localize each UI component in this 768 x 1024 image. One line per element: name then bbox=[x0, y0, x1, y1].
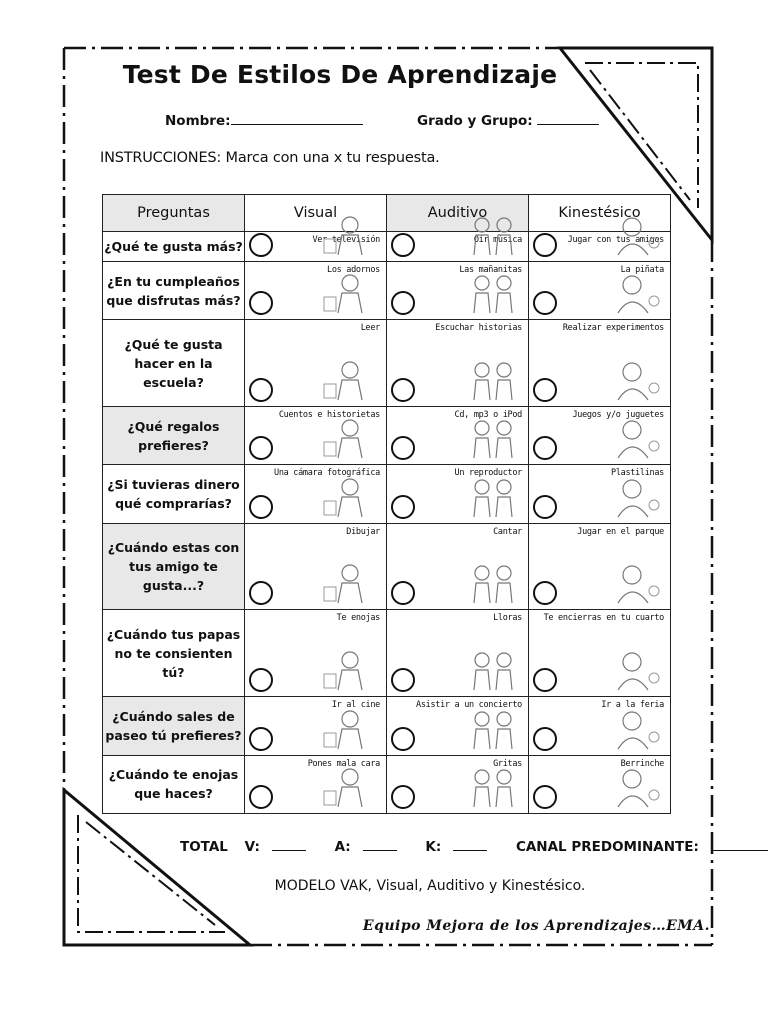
option-visual bbox=[245, 232, 387, 262]
option-kinestesico bbox=[529, 610, 671, 697]
illustration-icon bbox=[462, 416, 520, 460]
option-kinestesico bbox=[529, 523, 671, 610]
answer-circle[interactable] bbox=[533, 668, 557, 692]
illustration-icon bbox=[462, 648, 520, 692]
illustration-icon bbox=[320, 561, 378, 605]
header-kinestesico: Kinestésico bbox=[529, 195, 671, 232]
option-label: Pones mala cara bbox=[307, 758, 380, 769]
illustration-icon bbox=[462, 271, 520, 315]
option-label: Asistir a un concierto bbox=[416, 700, 522, 711]
option-visual bbox=[245, 755, 387, 813]
illustration-icon bbox=[462, 561, 520, 605]
answer-circle[interactable] bbox=[249, 668, 273, 692]
total-v[interactable]: V: bbox=[245, 839, 318, 855]
option-label: Juegos y/o juguetes bbox=[572, 410, 664, 421]
illustration-icon bbox=[320, 271, 378, 315]
name-field[interactable] bbox=[165, 112, 363, 129]
table-row bbox=[103, 523, 671, 610]
illustration-icon bbox=[462, 765, 520, 809]
question-cell: ¿Cuándo tus papas no te consienten tú? bbox=[103, 610, 245, 697]
illustration-icon bbox=[320, 765, 378, 809]
answer-circle[interactable] bbox=[533, 495, 557, 519]
signature: Equipo Mejora de los Aprendizajes…EMA. bbox=[362, 918, 710, 934]
table-row bbox=[103, 320, 671, 407]
illustration-icon bbox=[604, 765, 662, 809]
question-cell: ¿Si tuvieras dinero qué comprarías? bbox=[103, 465, 245, 523]
name-line[interactable] bbox=[231, 112, 363, 125]
answer-circle[interactable] bbox=[249, 581, 273, 605]
answer-circle[interactable] bbox=[249, 436, 273, 460]
illustration-icon bbox=[320, 707, 378, 751]
option-visual bbox=[245, 407, 387, 465]
option-label: Lloras bbox=[493, 613, 522, 624]
illustration-icon bbox=[604, 561, 662, 605]
answer-circle[interactable] bbox=[533, 581, 557, 605]
answer-circle[interactable] bbox=[533, 785, 557, 809]
option-label: Escuchar historias bbox=[435, 323, 522, 334]
option-auditivo bbox=[387, 697, 529, 755]
answer-circle[interactable] bbox=[391, 581, 415, 605]
model-text: MODELO VAK, Visual, Auditivo y Kinestésico. bbox=[274, 878, 586, 894]
answer-circle[interactable] bbox=[533, 291, 557, 315]
option-kinestesico bbox=[529, 261, 671, 319]
answer-circle[interactable] bbox=[249, 785, 273, 809]
option-auditivo bbox=[387, 261, 529, 319]
option-label: Realizar experimentos bbox=[562, 323, 664, 334]
total-k[interactable]: K: bbox=[425, 839, 499, 855]
group-label: Grado y Grupo: bbox=[417, 113, 533, 129]
option-kinestesico bbox=[529, 232, 671, 262]
answer-circle[interactable] bbox=[249, 727, 273, 751]
illustration-icon bbox=[604, 707, 662, 751]
option-label: Dibujar bbox=[346, 526, 380, 537]
illustration-icon bbox=[604, 475, 662, 519]
answer-circle[interactable] bbox=[533, 233, 557, 257]
totals-row bbox=[180, 839, 768, 855]
question-cell: ¿Qué regalos prefieres? bbox=[103, 407, 245, 465]
option-auditivo bbox=[387, 320, 529, 407]
option-kinestesico bbox=[529, 465, 671, 523]
answer-circle[interactable] bbox=[391, 378, 415, 402]
answer-circle[interactable] bbox=[249, 291, 273, 315]
illustration-icon bbox=[320, 648, 378, 692]
option-kinestesico bbox=[529, 697, 671, 755]
option-visual bbox=[245, 261, 387, 319]
total-label: TOTAL bbox=[180, 839, 228, 855]
option-kinestesico bbox=[529, 407, 671, 465]
page-title: Test De Estilos De Aprendizaje bbox=[122, 60, 558, 89]
option-label: Ir a la feria bbox=[601, 700, 664, 711]
option-label: Cantar bbox=[493, 526, 522, 537]
question-cell: ¿Qué te gusta más? bbox=[103, 232, 245, 262]
option-label: Te enojas bbox=[336, 613, 380, 624]
illustration-icon bbox=[462, 358, 520, 402]
table-row bbox=[103, 407, 671, 465]
answer-circle[interactable] bbox=[391, 668, 415, 692]
question-cell: ¿Cuándo sales de paseo tú prefieres? bbox=[103, 697, 245, 755]
illustration-icon bbox=[604, 416, 662, 460]
table-row bbox=[103, 232, 671, 262]
table-row bbox=[103, 755, 671, 813]
answer-circle[interactable] bbox=[391, 291, 415, 315]
option-label: Una cámara fotográfica bbox=[274, 468, 380, 479]
option-label: Plastilinas bbox=[611, 468, 664, 479]
illustration-icon bbox=[462, 707, 520, 751]
question-cell: ¿Qué te gusta hacer en la escuela? bbox=[103, 320, 245, 407]
canal-predominante[interactable]: CANAL PREDOMINANTE: bbox=[516, 839, 768, 855]
option-label: Jugar en el parque bbox=[577, 526, 664, 537]
name-label: Nombre: bbox=[165, 113, 231, 129]
option-visual bbox=[245, 320, 387, 407]
option-auditivo bbox=[387, 523, 529, 610]
illustration-icon bbox=[320, 358, 378, 402]
header-row bbox=[103, 195, 671, 232]
option-label: Ir al cine bbox=[331, 700, 380, 711]
illustration-icon bbox=[320, 416, 378, 460]
answer-circle[interactable] bbox=[391, 233, 415, 257]
option-visual bbox=[245, 465, 387, 523]
option-label: Gritas bbox=[493, 758, 522, 769]
option-auditivo bbox=[387, 755, 529, 813]
option-visual bbox=[245, 523, 387, 610]
illustration-icon bbox=[604, 213, 662, 257]
illustration-icon bbox=[320, 475, 378, 519]
header-auditivo: Auditivo bbox=[387, 195, 529, 232]
answer-circle[interactable] bbox=[533, 378, 557, 402]
illustration-icon bbox=[462, 475, 520, 519]
answer-circle[interactable] bbox=[391, 785, 415, 809]
option-label: Jugar con tus amigos bbox=[567, 235, 664, 245]
table-row bbox=[103, 697, 671, 755]
question-cell: ¿Cuándo estas con tus amigo te gusta...? bbox=[103, 523, 245, 610]
option-auditivo bbox=[387, 407, 529, 465]
option-label: Oír música bbox=[473, 235, 522, 245]
instructions: INSTRUCCIONES: Marca con una x tu respuesta. bbox=[100, 150, 440, 166]
answer-circle[interactable] bbox=[533, 436, 557, 460]
table-row bbox=[103, 261, 671, 319]
option-label: Ver televisión bbox=[312, 235, 380, 245]
option-label: La piñata bbox=[620, 264, 664, 275]
option-label: Cd, mp3 o iPod bbox=[454, 410, 522, 421]
answer-circle[interactable] bbox=[249, 495, 273, 519]
question-cell: ¿Cuándo te enojas que haces? bbox=[103, 755, 245, 813]
option-visual bbox=[245, 697, 387, 755]
option-label: Berrinche bbox=[620, 758, 664, 769]
option-label: Los adornos bbox=[327, 264, 380, 275]
option-label: Las mañanitas bbox=[459, 264, 522, 275]
illustration-icon bbox=[604, 271, 662, 315]
illustration-icon bbox=[604, 648, 662, 692]
answer-circle[interactable] bbox=[249, 378, 273, 402]
answer-circle[interactable] bbox=[533, 727, 557, 751]
total-a[interactable]: A: bbox=[335, 839, 409, 855]
option-kinestesico bbox=[529, 755, 671, 813]
option-label: Cuentos e historietas bbox=[278, 410, 380, 421]
option-label: Un reproductor bbox=[454, 468, 522, 479]
illustration-icon bbox=[604, 358, 662, 402]
table-row bbox=[103, 465, 671, 523]
option-visual bbox=[245, 610, 387, 697]
illustration-icon bbox=[462, 213, 520, 257]
group-line[interactable] bbox=[537, 112, 599, 125]
answer-circle[interactable] bbox=[391, 495, 415, 519]
illustration-icon bbox=[320, 213, 378, 257]
option-auditivo bbox=[387, 465, 529, 523]
header-visual: Visual bbox=[245, 195, 387, 232]
table-row bbox=[103, 610, 671, 697]
question-cell: ¿En tu cumpleaños que disfrutas más? bbox=[103, 261, 245, 319]
header-preguntas: Preguntas bbox=[103, 195, 245, 232]
option-kinestesico bbox=[529, 320, 671, 407]
option-label: Te encierras en tu cuarto bbox=[543, 613, 664, 624]
quiz-table bbox=[102, 194, 671, 814]
group-field[interactable] bbox=[417, 112, 599, 129]
answer-circle[interactable] bbox=[391, 436, 415, 460]
option-auditivo bbox=[387, 610, 529, 697]
answer-circle[interactable] bbox=[391, 727, 415, 751]
answer-circle[interactable] bbox=[249, 233, 273, 257]
option-label: Leer bbox=[360, 323, 380, 334]
option-auditivo bbox=[387, 232, 529, 262]
